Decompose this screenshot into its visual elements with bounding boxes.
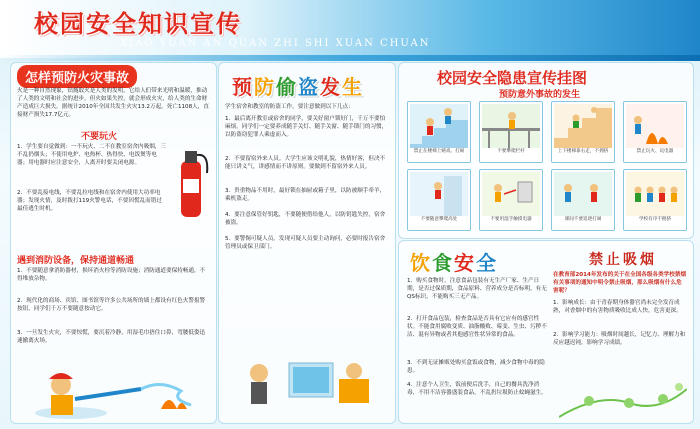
smoke-paragraph-2: 2．影响学习能力：吸烟时间越长，记忆力、理解力和反应越迟钝，影响学习成绩。 (553, 332, 686, 346)
hazard-caption: 不要随意攀爬高处 (420, 217, 458, 222)
header-banner (0, 0, 700, 58)
stairs-right-image (554, 104, 612, 148)
flowers-decoration (559, 373, 687, 419)
title-char: 偷 (276, 75, 296, 99)
food-paragraph-4: 4．注意个人卫生，饭前便后洗手，自己的餐具洗净消毒，不用不洁容器盛装食品，不乱扔垃圾防止蚊蝇滋生。 (407, 382, 547, 396)
fire-play-image (626, 104, 684, 148)
title-char: 防 (254, 75, 274, 99)
hazard-caption: 禁止在楼梯上嬉戏、打闹 (413, 149, 465, 154)
food-paragraph-1: 1．购买食物时，注意食品包装有无生产厂家、生产日期，是否过保质期，食品原料、营养成分是否标明，有无QS标识，不能购买三无产品。 (407, 278, 547, 300)
hazard-section-subtitle: 预防意外事故的发生 (499, 90, 581, 100)
fire-extinguisher-illustration (169, 143, 213, 223)
smoke-intro: 在教育部2014年发布的关于在全国各级各类学校禁烟有关事项的通知中明令禁止吸烟，那么吸烟有什么危害呢？ (553, 272, 687, 294)
food-paragraph-2: 2．打开食品包装，检查食品是否具有它应有的感官性状。不能食用腐败变质、油脂酸败、霉变、生虫、污秽不洁、混有异物或者其他感官性状异常的食品。 (407, 316, 547, 338)
page-title: 校园安全知识宣传 (34, 10, 242, 38)
fire-paragraph-3: 1．不要随意拿消防器材，损坏消火栓等消防设施；消防通道要保持畅通，不得堆放杂物。 (17, 268, 206, 282)
hazard-card (623, 169, 687, 231)
theft-paragraph-1: 1．最后离开教室或宿舍的同学，要关好窗户锁好门，千万不要怕麻烦。同学们一定要养成随手关灯、随手关窗、随手锁门的习惯，以防盗窃犯罪人乘虚而入。 (225, 116, 388, 138)
hazard-caption: 课间不要追逐打闹 (564, 217, 602, 222)
hazard-caption: 学校有序不拥挤 (638, 217, 672, 222)
hazard-card (479, 169, 543, 231)
hazard-section-title: 校园安全隐患宣传挂图 (437, 69, 588, 87)
fire-section-title: 怎样预防火灾事故 (17, 65, 137, 88)
title-char: 预 (232, 75, 252, 99)
title-char: 食 (432, 251, 452, 275)
header-swoosh (0, 55, 700, 61)
title-char: 盗 (298, 75, 318, 99)
food-smoke-panel (398, 240, 694, 424)
smoke-section-title: 禁止吸烟 (589, 252, 657, 268)
hazard-poster-panel (398, 62, 694, 239)
hazard-card (623, 101, 687, 163)
title-char: 全 (476, 251, 496, 275)
title-char: 饮 (410, 251, 430, 275)
fire-safety-panel (10, 62, 217, 424)
thief-illustration (229, 353, 385, 417)
firefighter-illustration (31, 369, 201, 421)
fire-paragraph-2: 2．不要乱接电线，不要乱拉电线和在宿舍内使用大功率电器；发现火情，及时拨打119火警电话，不要因慌乱而错过最佳逃生时机。 (17, 190, 162, 212)
fire-intro: 火是一种自然现象，钻燧取火是人类的发明，它给人们带来光明和温暖，推动了人类的文明和社会的进步。但火如果失控，就会形成火灾，给人类的生命财产造成巨大损失。据统计2010年全国共发生火灾13.2万起，死亡1108人，直接财产损失17.7亿元。 (17, 88, 209, 118)
page-subtitle-pinyin: XIAO YUAN AN QUAN ZHI SHI XUAN CHUAN (120, 38, 431, 49)
smoke-paragraph-1: 1．影响成长：由于青春期身体器官尚未完全发育成熟，对香烟中的有害物质吸收比成人快，危害更深。 (553, 300, 682, 314)
hazard-caption: 上下楼梯靠右走，不拥挤 (557, 149, 609, 154)
hazard-caption: 不要用湿手触摸电器 (490, 217, 532, 222)
chasing-image (554, 172, 612, 216)
hazard-card (407, 169, 471, 231)
title-char: 发 (320, 75, 340, 99)
hazard-card (551, 169, 615, 231)
theft-intro: 学生宿舍和教室的防盗工作，要注意做到以下几点： (225, 104, 354, 110)
hazard-card (551, 101, 615, 163)
stairs-play-image (410, 104, 468, 148)
fire-paragraph-4: 2．现代化的商场、宾馆、图书馆等许多公共场所的墙上都设有红色火警报警按钮，同学们千万不要随意按动它。 (17, 298, 206, 312)
theft-prevention-panel (218, 62, 396, 424)
fire-paragraph-5: 3．一旦发生火灾，不要惊慌，要沉着冷静，用湿毛巾捂住口鼻，弯腰低姿迅速撤离火场。 (17, 330, 206, 344)
food-section-title (409, 247, 497, 276)
theft-paragraph-4: 4．要注意保管好钥匙，不要随便借给他人，以防钥匙失控，宿舍被盗。 (225, 212, 386, 226)
climb-high-image (410, 172, 468, 216)
fire-sub-heading-2: 遇到消防设备，保持通道畅通 (17, 256, 135, 266)
fire-paragraph-1: 1．学生要自觉做到：一不玩火、二不在教室宿舍内吸烟，三不乱扔烟头；不使用电炉、电热杯、热得快、电饭煲等电器；用电器时应注意安全，人离开时要关闭电源。 (17, 144, 166, 166)
hazard-caption: 禁止玩火、玩电器 (636, 149, 674, 154)
theft-paragraph-5: 5．要警惕可疑人员，发现可疑人员要主动询问，必要时报告宿舍管理员或保卫部门。 (225, 236, 386, 250)
food-paragraph-3: 3．不到无证摊贩处购买盒饭或食物，减少食物中毒的隐患。 (407, 360, 545, 374)
hazard-caption: 不要攀爬栏杆 (497, 149, 525, 154)
hazard-card (479, 101, 543, 163)
theft-section-title (231, 71, 363, 100)
railing-climb-image (482, 104, 540, 148)
fire-sub-heading-1: 不要玩火 (81, 132, 118, 142)
wet-hand-electric-image (482, 172, 540, 216)
orderly-queue-image (626, 172, 684, 216)
title-char: 安 (454, 251, 474, 275)
theft-paragraph-3: 3．贵重物品不用时，最好锁在抽屉或箱子里，以防被顺手牵羊，乘机盗走。 (225, 188, 386, 202)
hazard-image-grid (407, 101, 687, 233)
title-char: 生 (342, 75, 362, 99)
hazard-card (407, 101, 471, 163)
theft-paragraph-2: 2．不要留宿外来人员。大学生应该文明礼貌，热情好客，但决不能只讲义气，讲感情而不讲原则。要做到不留宿外来人员。 (225, 156, 386, 170)
